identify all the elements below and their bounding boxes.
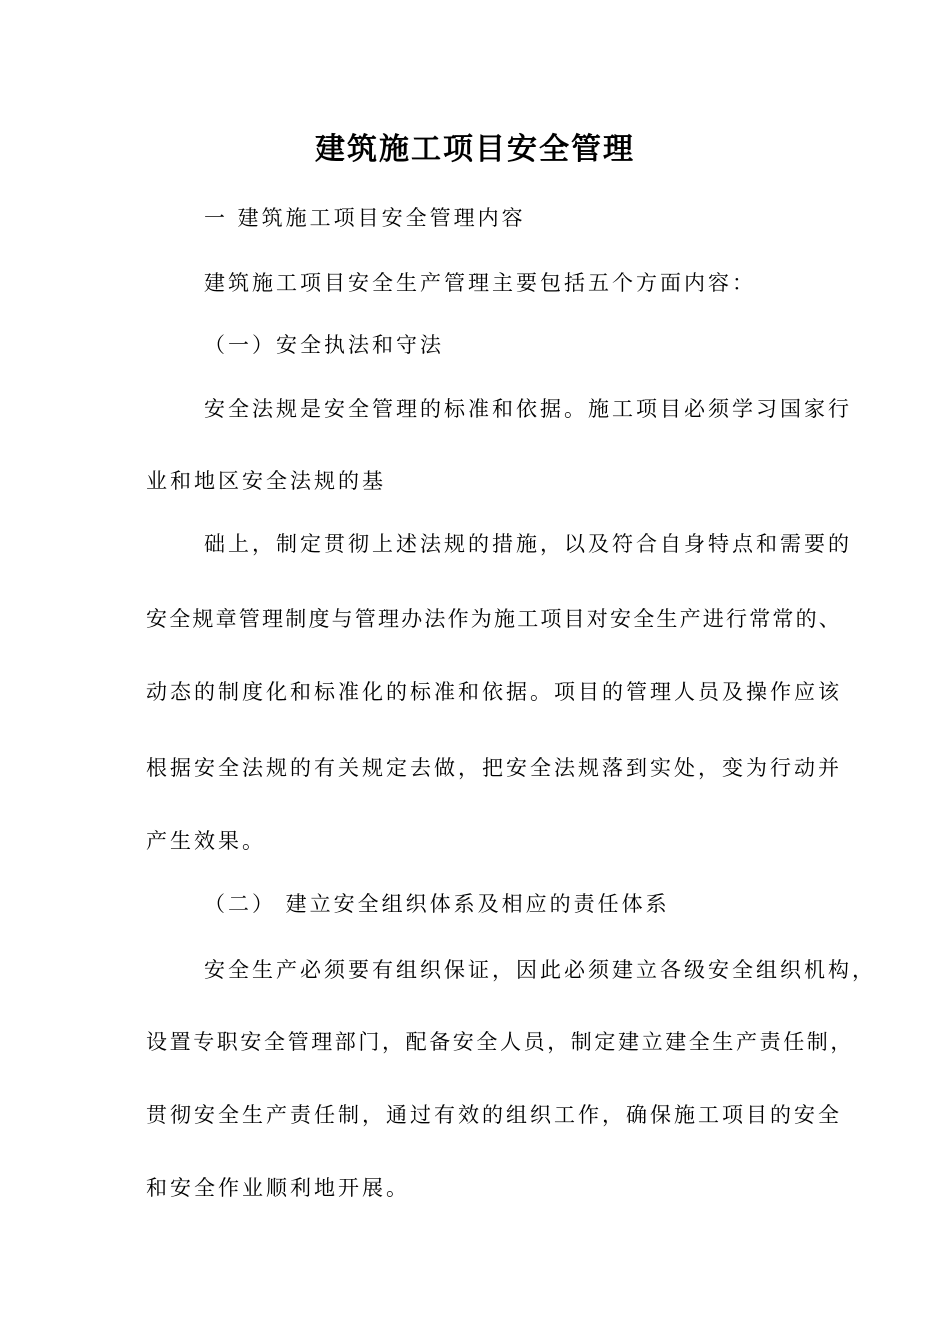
paragraph-line: 和安全作业顺利地开展。 [146,1176,410,1200]
section-heading: 一 建筑施工项目安全管理内容 [204,206,526,230]
paragraph-line: 业和地区安全法规的基 [146,469,386,493]
paragraph-line: 安全生产必须要有组织保证，因此必须建立各级安全组织机构， [204,958,876,982]
subsection-heading: （二） 建立安全组织体系及相应的责任体系 [204,892,670,916]
paragraph-line: 础上，制定贯彻上述法规的措施，以及符合自身特点和需要的 [204,532,852,556]
paragraph-line: 设置专职安全管理部门，配备安全人员，制定建立建全生产责任制， [146,1030,854,1054]
paragraph-line: 安全法规是安全管理的标准和依据。施工项目必须学习国家行 [204,397,852,421]
paragraph-line: 根据安全法规的有关规定去做，把安全法规落到实处，变为行动并 [146,756,842,780]
subsection-heading: （一）安全执法和守法 [204,333,444,357]
paragraph-line: 动态的制度化和标准化的标准和依据。项目的管理人员及操作应该 [146,680,842,704]
paragraph-line: 建筑施工项目安全生产管理主要包括五个方面内容： [204,271,756,295]
paragraph-line: 安全规章管理制度与管理办法作为施工项目对安全生产进行常常的、 [146,607,842,631]
document-title: 建筑施工项目安全管理 [315,132,635,167]
paragraph-line: 贯彻安全生产责任制，通过有效的组织工作，确保施工项目的安全 [146,1103,842,1127]
paragraph-line: 产生效果。 [146,829,266,853]
